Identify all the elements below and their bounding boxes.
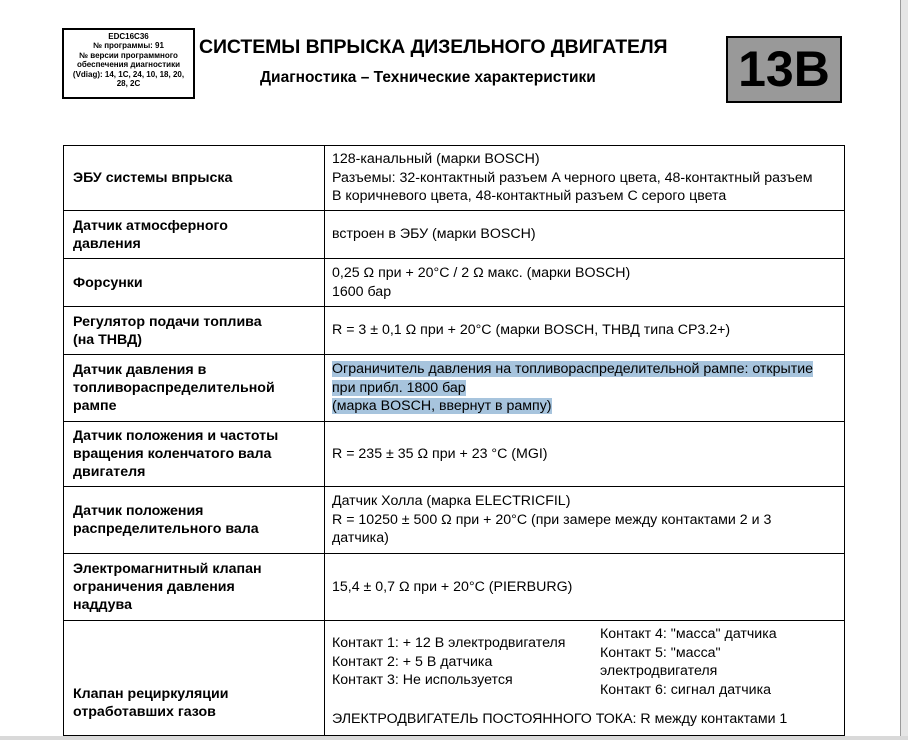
table-row (64, 422, 845, 487)
component-name: Датчик положения и частоты вращения коленчатого вала двигателя (64, 422, 325, 487)
section-code-badge: 13B (726, 36, 842, 103)
component-name: Электромагнитный клапан ограничения давления наддува (64, 554, 325, 621)
document-title: СИСТЕМЫ ВПРЫСКА ДИЗЕЛЬНОГО ДВИГАТЕЛЯ (199, 36, 668, 58)
meta-line: № программы: 91 (93, 41, 164, 51)
meta-line: № версии программного (79, 50, 178, 60)
component-name: Датчик давления в топливораспределительной рампе (64, 355, 325, 422)
table-row (64, 146, 845, 211)
meta-line: обеспечения диагностики (76, 60, 181, 70)
specifications-table (63, 145, 845, 736)
component-spec[interactable] (325, 355, 845, 422)
component-spec[interactable]: встроен в ЭБУ (марки BOSCH) (325, 211, 845, 259)
contacts-right-column: Контакт 4: "масса" датчика Контакт 5: "масса" электродвигателя Контакт 6: сигнал датчика (600, 626, 777, 698)
component-spec[interactable]: R = 235 ± 35 Ω при + 23 °C (MGI) (325, 422, 845, 487)
viewer-bottom-edge (0, 736, 908, 740)
meta-line: 28, 2C (116, 79, 141, 89)
document-subtitle: Диагностика – Технические характеристики (260, 69, 596, 86)
meta-line: EDC16C36 (108, 32, 149, 41)
selected-text[interactable]: Ограничитель давления на топливораспределительной рампе: открытие (332, 361, 814, 378)
component-spec[interactable] (325, 621, 845, 736)
table-row (64, 487, 845, 554)
viewer-right-edge (900, 0, 908, 740)
component-spec[interactable]: Датчик Холла (марка ELECTRICFIL) R = 10250 ± 500 Ω при + 20°C (при замере между контактами 2 и 3 датчика) (325, 487, 845, 554)
table-row (64, 355, 845, 422)
table-row (64, 621, 845, 736)
meta-line: (Vdiag): 14, 1C, 24, 10, 18, 20, (72, 69, 185, 79)
program-info-box (62, 28, 195, 99)
selected-text[interactable]: при прибл. 1800 бар (332, 379, 466, 396)
component-name: Форсунки (64, 259, 325, 307)
component-name: Клапан рециркуляции отработавших газов (64, 621, 325, 736)
component-spec[interactable]: 0,25 Ω при + 20°C / 2 Ω макс. (марки BOSCH) 1600 бар (325, 259, 845, 307)
component-spec[interactable]: 128-канальный (марки BOSCH) Разъемы: 32-контактный разъем A черного цвета, 48-контактный разъем B коричневого цвета, 48-контактный разъем C серого цвета (325, 146, 845, 211)
component-name: Регулятор подачи топлива (на ТНВД) (64, 307, 325, 355)
component-name: Датчик атмосферного давления (64, 211, 325, 259)
contacts-left-column: Контакт 1: + 12 В электродвигателя Контакт 2: + 5 В датчика Контакт 3: Не используется (332, 635, 566, 688)
table-row (64, 211, 845, 259)
component-spec[interactable]: R = 3 ± 0,1 Ω при + 20°C (марки BOSCH, ТНВД типа CP3.2+) (325, 307, 845, 355)
table-row (64, 307, 845, 355)
table-row (64, 554, 845, 621)
component-spec[interactable]: 15,4 ± 0,7 Ω при + 20°C (PIERBURG) (325, 554, 845, 621)
motor-resistance-note: ЭЛЕКТРОДВИГАТЕЛЬ ПОСТОЯННОГО ТОКА: R между контактами 1 (332, 711, 788, 727)
component-name: Датчик положения распределительного вала (64, 487, 325, 554)
component-name: ЭБУ системы впрыска (64, 146, 325, 211)
selected-text[interactable]: (марка BOSCH, ввернут в рампу) (332, 398, 552, 415)
table-row (64, 259, 845, 307)
